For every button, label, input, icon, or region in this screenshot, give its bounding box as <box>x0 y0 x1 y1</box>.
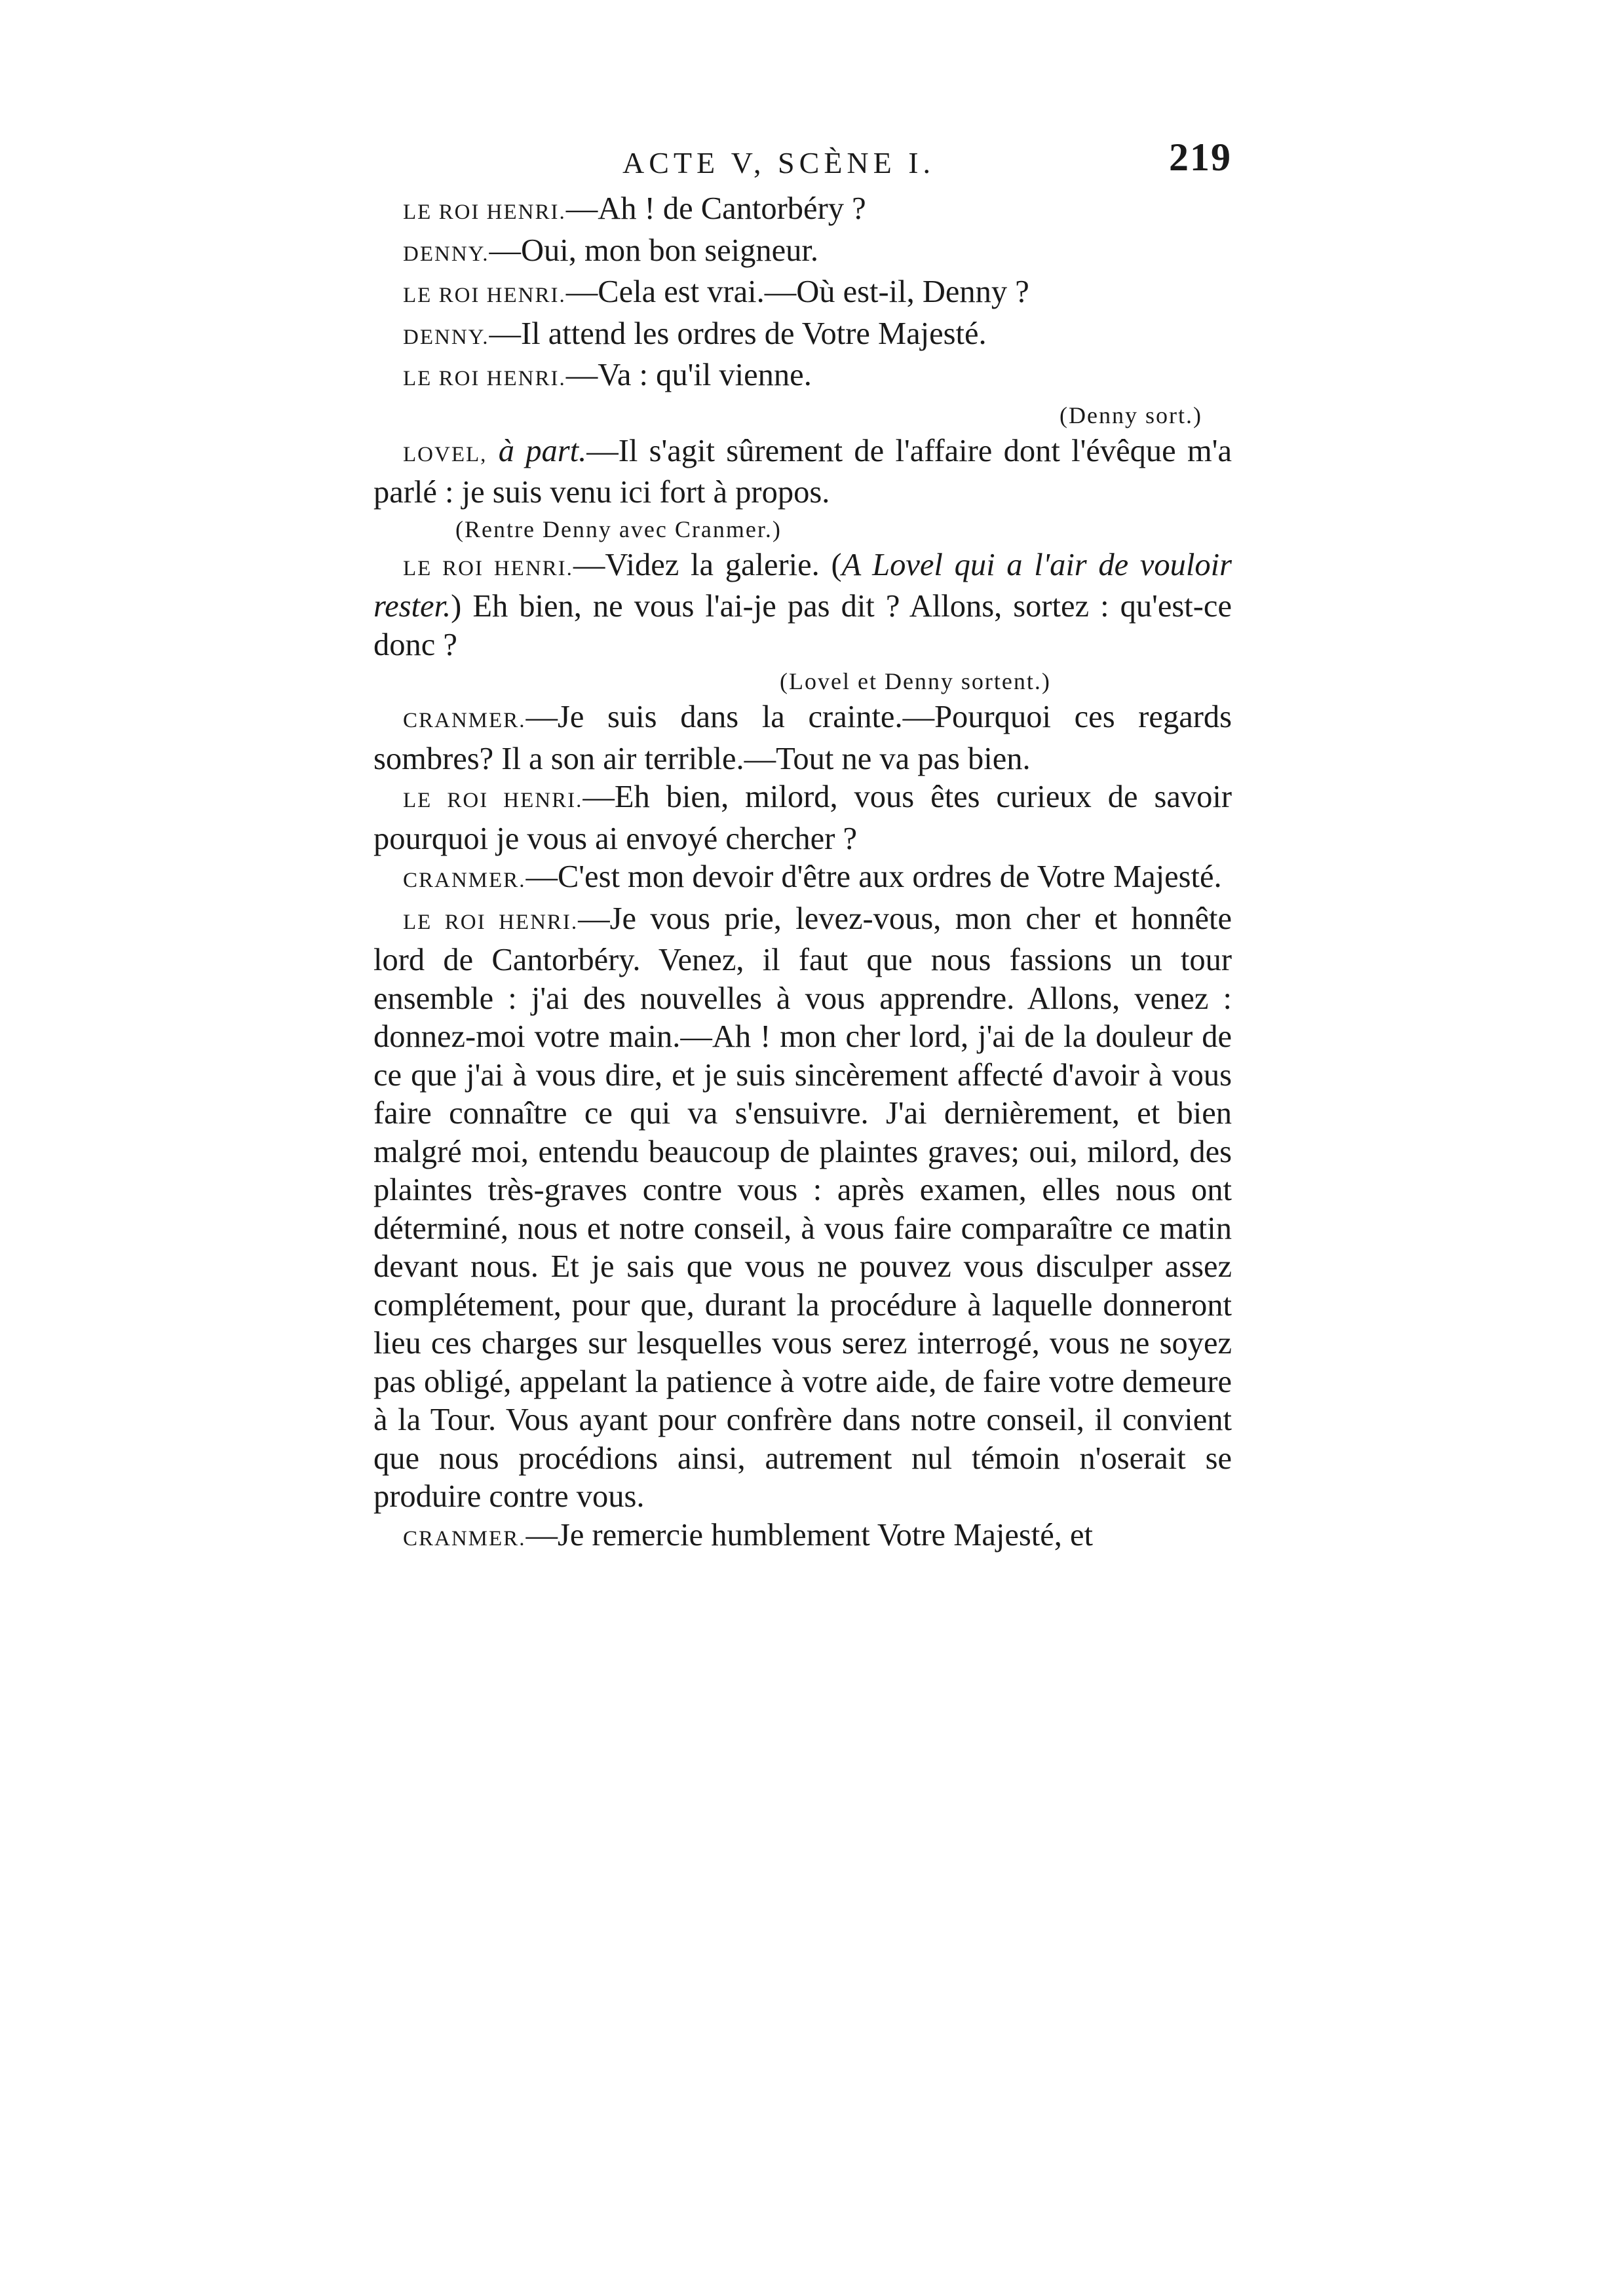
speech-line <box>373 546 1232 665</box>
speech-line <box>373 698 1232 778</box>
speaker-name: LE ROI HENRI. <box>403 910 579 934</box>
speech-line <box>373 232 1232 274</box>
stage-direction: (Rentre Denny avec Cranmer.) <box>455 516 782 542</box>
speaker-name: LE ROI HENRI. <box>403 556 573 580</box>
speech-line <box>373 273 1232 315</box>
speaker-name: CRANMER. <box>403 1526 526 1551</box>
speech-text: —Ah ! de Cantorbéry ? <box>565 191 866 226</box>
speech-text: —Je vous prie, levez-vous, mon cher et honnête lord de Cantorbéry. Venez, il faut que nous fassions un tour ensemble : j'ai des nouvelles à vous apprendre. Allons, venez : donnez-moi votre main.—Ah ! mon cher lord, j'ai de la douleur de ce que j'ai à vous dire, et je suis sincèrement affecté d'avoir à vous faire connaître ce qui va s'ensuivre. J'ai dernièrement, et bien malgré moi, entendu beaucoup de plaintes graves; oui, milord, des plaintes très-graves contre vous : après examen, elles nous ont déterminé, nous et notre conseil, à vous faire comparaître ce matin devant nous. Et je sais que vous ne pouvez vous disculper assez complétement, pour que, durant la procédure à laquelle donneront lieu ces charges sur lesquelles vous serez interrogé, vous ne soyez pas obligé, appelant la patience à votre aide, de faire votre demeure à la Tour. Vous ayant pour confrère dans notre conseil, il convient que nous procédions ainsi, autrement nul témoin n'oserait se produire contre vous. <box>373 901 1232 1514</box>
speaker-name: CRANMER. <box>403 709 526 732</box>
speech-text: —Eh bien, milord, vous êtes curieux de savoir pourquoi je vous ai envoyé chercher ? <box>373 780 1232 856</box>
stage-direction: (Denny sort.) <box>1060 402 1202 428</box>
speech-text: —Videz la galerie. ( <box>573 547 842 582</box>
running-head <box>373 131 1232 190</box>
speech-text: —Il s'agit sûrement de l'affaire dont l'évêque m'a parlé : je suis venu ici fort à propos. <box>373 433 1232 510</box>
speech-line <box>373 858 1232 900</box>
aside-note: à part. <box>498 433 587 468</box>
speech-line <box>373 900 1232 1516</box>
speaker-name: LOVEL, <box>403 442 487 466</box>
page-number: 219 <box>1169 136 1232 179</box>
speech-line <box>373 190 1232 232</box>
speech-line <box>373 315 1232 357</box>
speech-line <box>373 432 1232 512</box>
inline-stage-direction: A Lovel qui a l'air de vouloir rester. <box>373 547 1232 624</box>
speaker-name: LE ROI HENRI. <box>403 789 583 812</box>
book-page <box>373 131 1232 1558</box>
speech-text: —Je suis dans la crainte.—Pourquoi ces regards sombres? Il a son air terrible.—Tout ne va pas bien. <box>373 700 1232 776</box>
speech-text: —Il attend les ordres de Votre Majesté. <box>489 316 987 351</box>
speech-line <box>373 778 1232 858</box>
speech-text: —Cela est vrai.—Où est-il, Denny ? <box>565 274 1029 309</box>
speech-text: —Je remercie humblement Votre Majesté, et <box>525 1517 1093 1553</box>
speech-line <box>373 1516 1232 1558</box>
speaker-name: CRANMER. <box>403 869 526 892</box>
speech-text: —Va : qu'il vienne. <box>565 358 812 392</box>
speech-line <box>373 356 1232 398</box>
speaker-name: DENNY. <box>403 325 489 349</box>
speech-text: —Oui, mon bon seigneur. <box>489 233 818 268</box>
speech-text: ) Eh bien, ne vous l'ai-je pas dit ? Allons, sortez : qu'est-ce donc ? <box>373 589 1232 662</box>
speaker-name: DENNY. <box>403 242 489 266</box>
speech-text: —C'est mon devoir d'être aux ordres de Votre Majesté. <box>525 859 1222 894</box>
speaker-name: LE ROI HENRI. <box>403 367 566 390</box>
stage-direction: (Lovel et Denny sortent.) <box>780 668 1051 694</box>
running-title: ACTE V, SCÈNE I. <box>622 146 936 179</box>
speaker-name: LE ROI HENRI. <box>403 284 566 307</box>
speaker-name: LE ROI HENRI. <box>403 200 566 224</box>
